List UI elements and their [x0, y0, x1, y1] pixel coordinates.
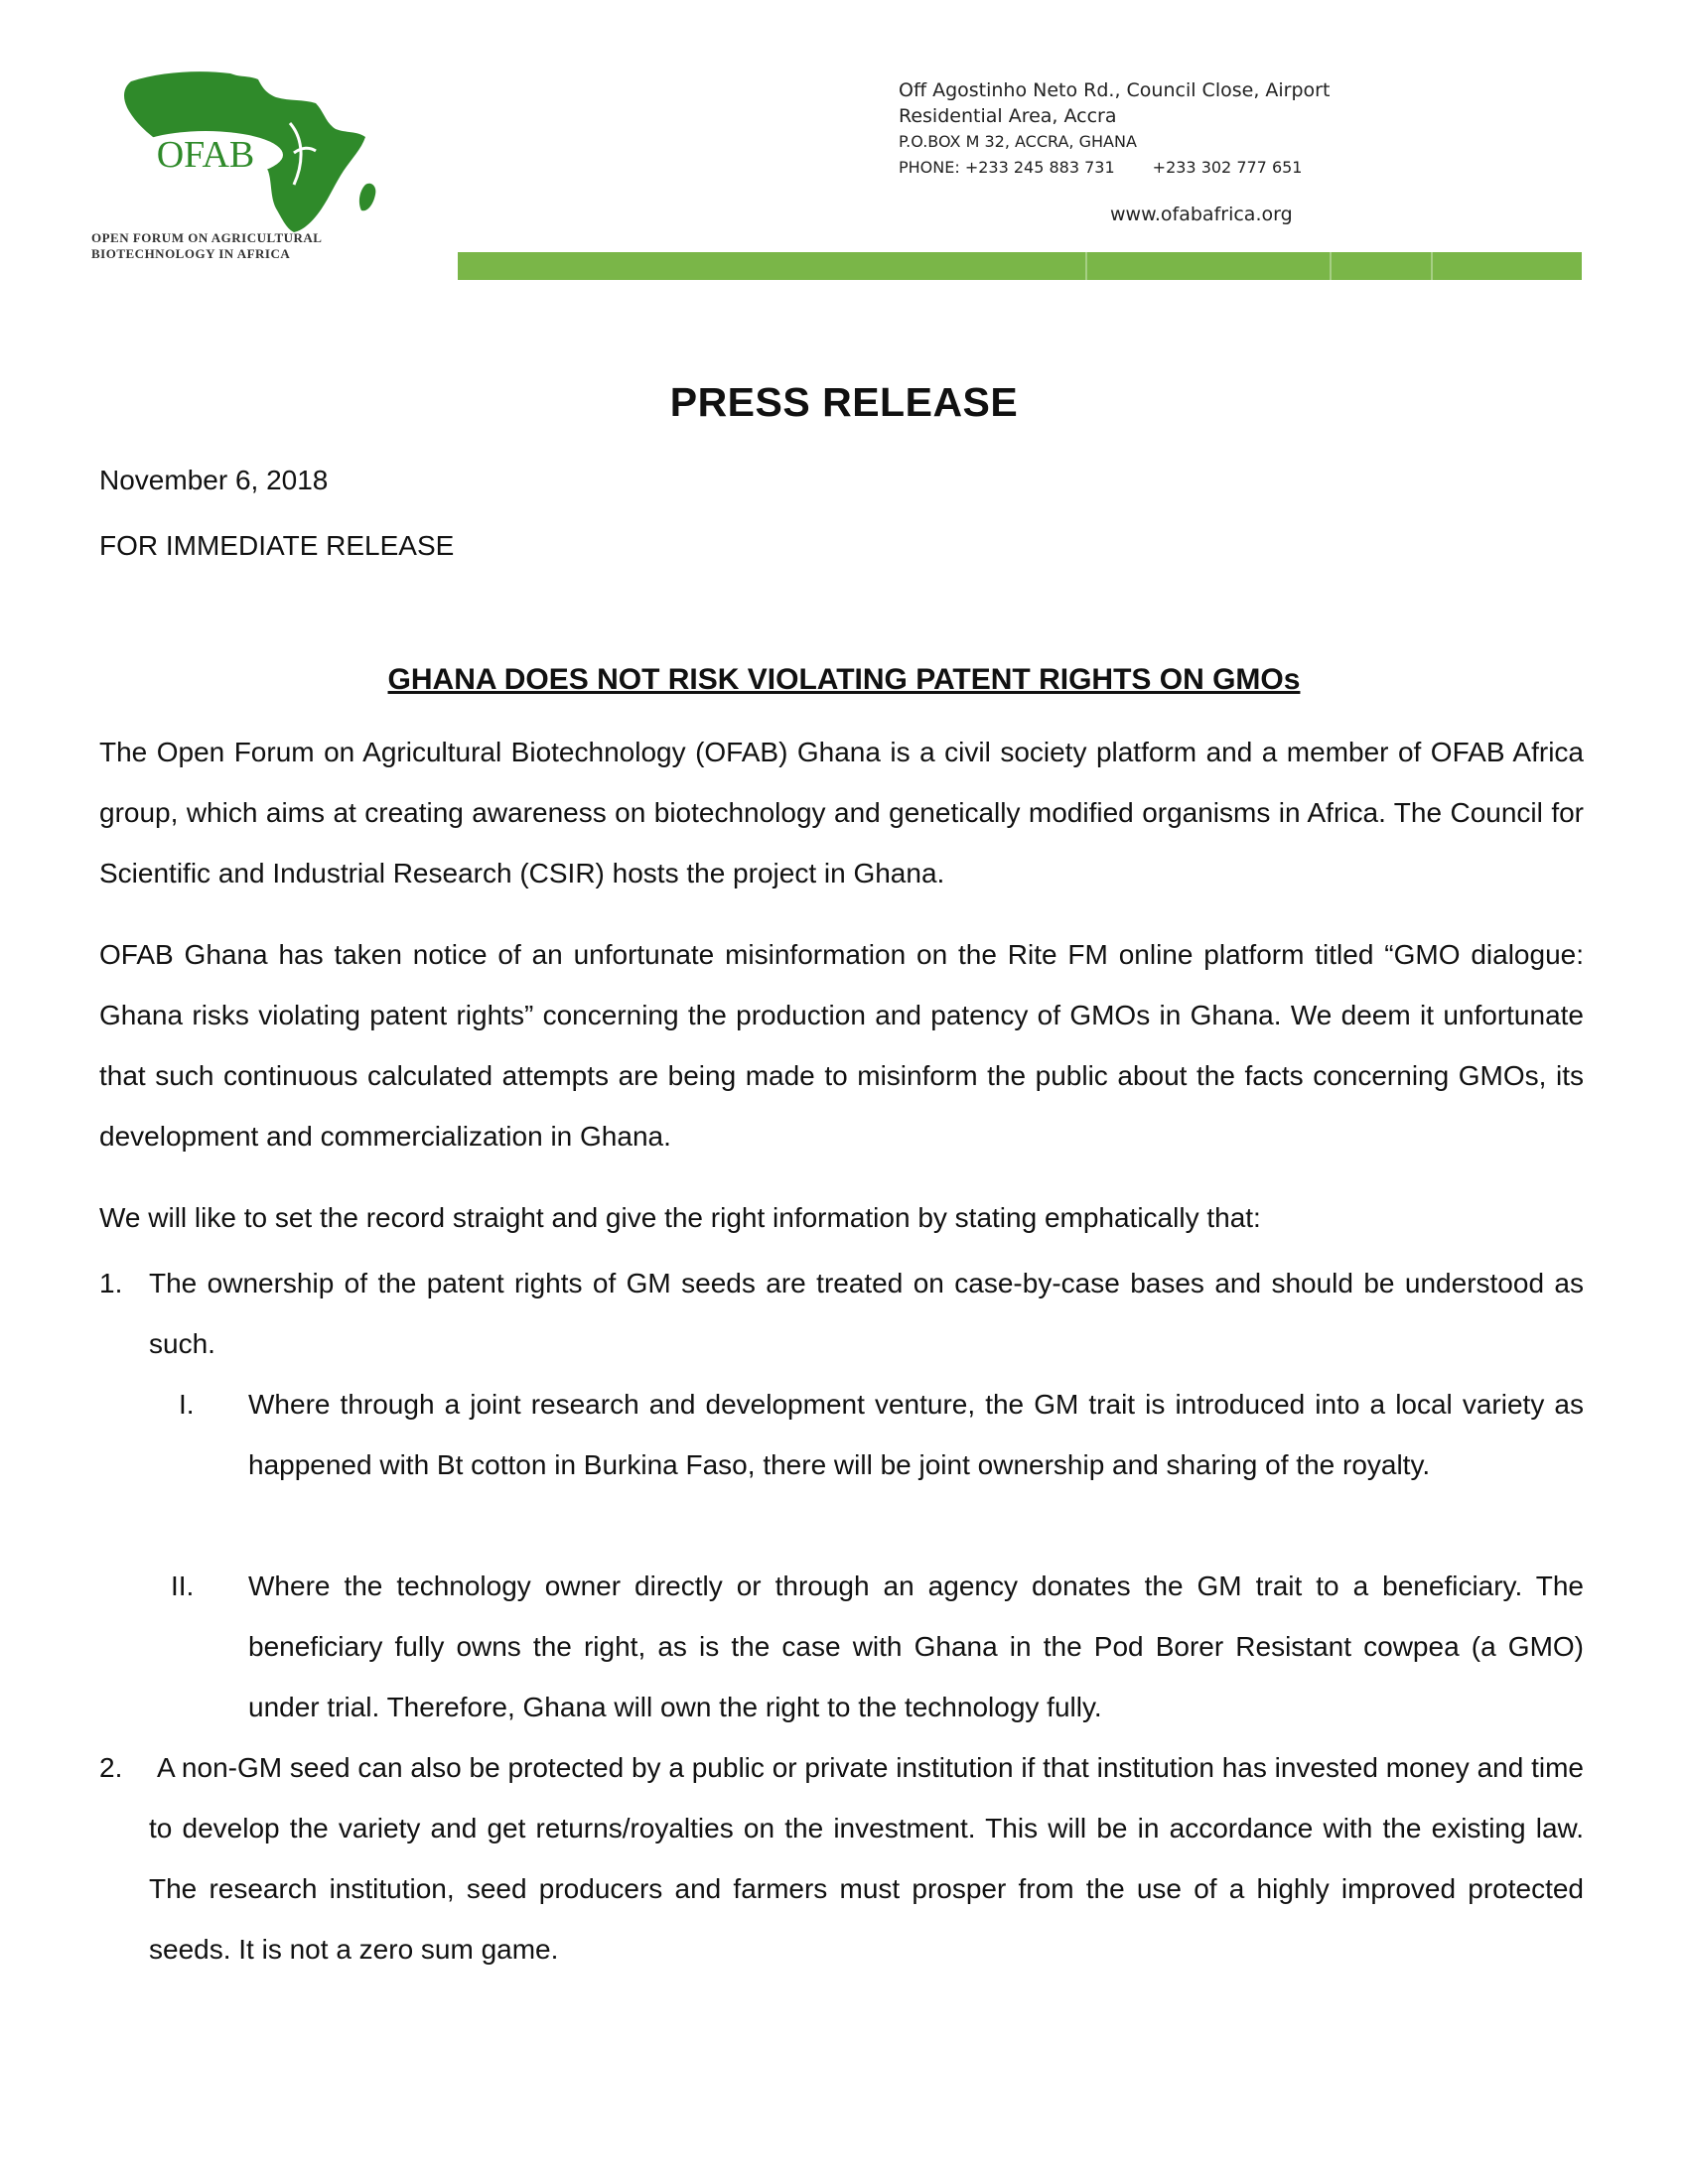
paragraph-statement: We will like to set the record straight and give the right information by stating emphatically that: [99, 1202, 1261, 1233]
africa-map-logo [91, 64, 459, 232]
point-2-number: 2. [99, 1752, 123, 1783]
org-name-line-2: BIOTECHNOLOGY IN AFRICA [91, 246, 291, 261]
org-name-line-1: OPEN FORUM ON AGRICULTURAL [91, 230, 323, 245]
document-title: PRESS RELEASE [669, 379, 1019, 425]
address-line-1: Off Agostinho Neto Rd., Council Close, Airport [899, 79, 1331, 101]
subpoint-1-text: Where through a joint research and development venture, the GM trait is introduced into a local variety as happened with Bt cotton in Burkina Faso, there will be joint ownership and sharing of the royalty. [248, 1389, 1584, 1480]
paragraph-intro: The Open Forum on Agricultural Biotechnology (OFAB) Ghana is a civil society platform and a member of OFAB Africa group, which aims at creating awareness on biotechnology and genetically modified organisms in Africa. The Council for Scientific and Industrial Research (CSIR) hosts the project in Ghana. [99, 737, 1584, 888]
logo-subtext: GHANA [202, 177, 235, 187]
subpoint-2-text: Where the technology owner directly or through an agency donates the GM trait to a beneficiary. The beneficiary fully owns the right, as is the case with Ghana in the Pod Borer Resistant cowpea (a GMO) under trial. Therefore, Ghana will own the right to the technology fully. [248, 1570, 1584, 1722]
release-note: FOR IMMEDIATE RELEASE [99, 530, 455, 561]
subpoint-1-number: I. [179, 1389, 195, 1420]
point-1-number: 1. [99, 1268, 123, 1298]
ofab-logo [91, 64, 459, 282]
point-1-text: The ownership of the patent rights of GM seeds are treated on case-by-case bases and should be understood as such. [149, 1268, 1584, 1359]
phone-1: PHONE: +233 245 883 731 [899, 158, 1115, 177]
subpoint-2-number: II. [171, 1570, 195, 1601]
logo-wordmark: OFAB [156, 134, 255, 176]
madagascar-shape [359, 184, 375, 211]
paragraph-misinformation: OFAB Ghana has taken notice of an unfortunate misinformation on the Rite FM online platform titled “GMO dialogue: Ghana risks violating patent rights” concerning the production and patency of GMOs in Ghana. We deem it unfortunate that such continuous calculated attempts are being made to misinform the public about the facts concerning GMOs, its development and commercialization in Ghana. [99, 939, 1584, 1152]
website-link[interactable]: www.ofabafrica.org [1110, 204, 1293, 225]
phone-2: +233 302 777 651 [1152, 158, 1303, 177]
phone-line [899, 155, 1594, 181]
org-name [91, 230, 459, 262]
release-date: November 6, 2018 [99, 465, 329, 495]
address-line-2: Residential Area, Accra [899, 105, 1117, 127]
point-2-text: A non-GM seed can also be protected by a public or private institution if that institution has invested money and time to develop the variety and get returns/royalties on the investment. This will be in accordance with the existing law. The research institution, seed producers and farmers must prosper from the use of a highly improved protected seeds. It is not a zero sum game. [149, 1752, 1584, 1965]
address-line-3: P.O.BOX M 32, ACCRA, GHANA [899, 132, 1137, 151]
header-divider-bar [458, 252, 1582, 280]
contact-address [899, 77, 1594, 181]
headline: GHANA DOES NOT RISK VIOLATING PATENT RIGHTS ON GMOs [387, 663, 1301, 696]
